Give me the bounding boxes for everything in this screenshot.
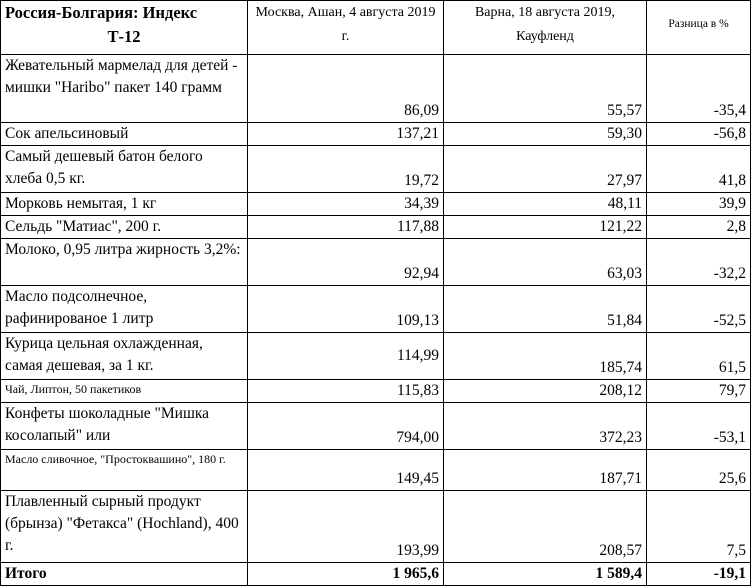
product-name: Масло сливочное, "Простоквашино", 180 г.: [1, 450, 248, 491]
price-varna: 27,97: [444, 146, 647, 193]
total-diff: -19,1: [647, 563, 751, 586]
total-varna: 1 589,4: [444, 563, 647, 586]
product-name: Жевательный мармелад для детей - мишки "Haribo" пакет 140 грамм: [1, 55, 248, 123]
total-label: Итого: [1, 563, 248, 586]
price-varna: 187,71: [444, 450, 647, 491]
price-varna: 51,84: [444, 286, 647, 333]
table-row: [1, 55, 751, 123]
product-name: Плавленный сырный продукт (брынза) "Фетакса" (Hochland), 400 г.: [1, 491, 248, 563]
table-row: [1, 491, 751, 563]
price-moscow: 117,88: [248, 216, 444, 239]
product-name: Масло подсолнечное, рафинированое 1 литр: [1, 286, 248, 333]
product-name: Молоко, 0,95 литра жирность 3,2%:: [1, 239, 248, 286]
price-varna: 121,22: [444, 216, 647, 239]
table-title: [1, 1, 248, 55]
price-moscow: 114,99: [248, 333, 444, 380]
header-varna: Варна, 18 августа 2019, Кауфленд: [444, 1, 647, 55]
price-moscow: 109,13: [248, 286, 444, 333]
price-diff: -35,4: [647, 55, 751, 123]
product-name: Сельдь "Матиас", 200 г.: [1, 216, 248, 239]
price-diff: -32,2: [647, 239, 751, 286]
price-moscow: 115,83: [248, 380, 444, 403]
table-row: [1, 239, 751, 286]
table-row: [1, 450, 751, 491]
price-diff: -53,1: [647, 403, 751, 450]
product-name: Конфеты шоколадные "Мишка косолапый" или: [1, 403, 248, 450]
total-moscow: 1 965,6: [248, 563, 444, 586]
price-varna: 185,74: [444, 333, 647, 380]
table-row: [1, 403, 751, 450]
table-row: [1, 193, 751, 216]
total-row: [1, 563, 751, 586]
product-name: Морковь немытая, 1 кг: [1, 193, 248, 216]
price-diff: -52,5: [647, 286, 751, 333]
price-varna: 63,03: [444, 239, 647, 286]
table-row: [1, 333, 751, 380]
product-name: Сок апельсиновый: [1, 123, 248, 146]
price-diff: 39,9: [647, 193, 751, 216]
table-row: [1, 216, 751, 239]
header-row: [1, 1, 751, 55]
price-diff: 41,8: [647, 146, 751, 193]
price-moscow: 86,09: [248, 55, 444, 123]
price-varna: 372,23: [444, 403, 647, 450]
product-name: Чай, Липтон, 50 пакетиков: [1, 380, 248, 403]
price-varna: 208,57: [444, 491, 647, 563]
price-diff: 7,5: [647, 491, 751, 563]
header-diff: Разница в %: [647, 1, 751, 55]
title-line1: Россия-Болгария: Индекс: [5, 3, 198, 22]
price-diff: 2,8: [647, 216, 751, 239]
price-varna: 208,12: [444, 380, 647, 403]
price-moscow: 149,45: [248, 450, 444, 491]
price-moscow: 137,21: [248, 123, 444, 146]
header-moscow: Москва, Ашан, 4 августа 2019 г.: [248, 1, 444, 55]
table-row: [1, 286, 751, 333]
price-moscow: 34,39: [248, 193, 444, 216]
price-moscow: 19,72: [248, 146, 444, 193]
price-varna: 59,30: [444, 123, 647, 146]
price-diff: -56,8: [647, 123, 751, 146]
table-row: [1, 123, 751, 146]
title-line2: Т-12: [107, 27, 141, 46]
price-moscow: 794,00: [248, 403, 444, 450]
table-row: [1, 146, 751, 193]
price-varna: 48,11: [444, 193, 647, 216]
price-varna: 55,57: [444, 55, 647, 123]
price-moscow: 193,99: [248, 491, 444, 563]
table-row: [1, 380, 751, 403]
price-diff: 61,5: [647, 333, 751, 380]
product-name: Курица цельная охлажденная, самая дешевая, за 1 кг.: [1, 333, 248, 380]
price-diff: 79,7: [647, 380, 751, 403]
price-moscow: 92,94: [248, 239, 444, 286]
price-diff: 25,6: [647, 450, 751, 491]
product-name: Самый дешевый батон белого хлеба 0,5 кг.: [1, 146, 248, 193]
